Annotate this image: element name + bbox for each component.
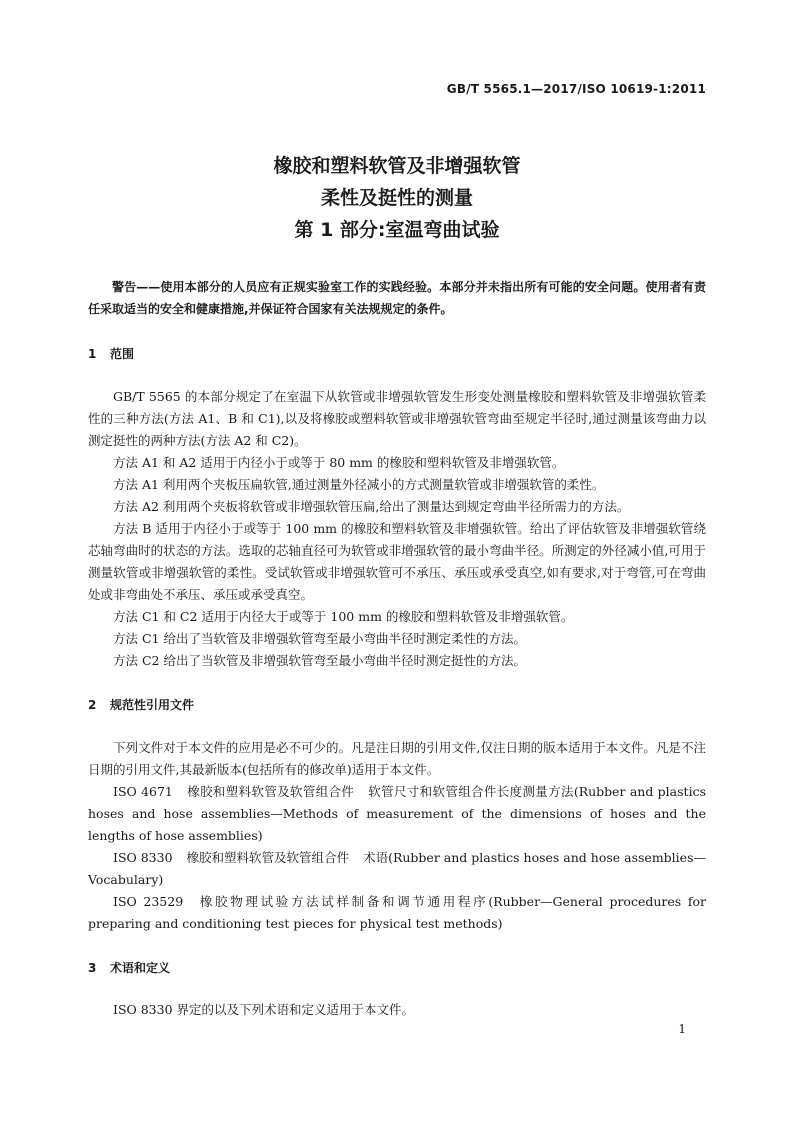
section-1-paragraph: 方法 C1 给出了当软管及非增强软管弯至最小弯曲半径时测定柔性的方法。 [113, 631, 526, 646]
reference-item [88, 847, 706, 891]
section-1-paragraph: 方法 A1 利用两个夹板压扁软管,通过测量外径减小的方式测量软管或非增强软管的柔性。 [113, 477, 605, 492]
section-2-title: 规范性引用文件 [110, 698, 195, 712]
reference-item [88, 891, 706, 935]
section-2-heading [88, 694, 706, 716]
document-title [0, 150, 794, 246]
section-1 [88, 343, 706, 365]
section-1-number: 1 [88, 347, 97, 361]
reference-cn-title: 橡胶和塑料软管及软管组合件 [186, 850, 350, 865]
section-1-paragraph: GB/T 5565 的本部分规定了在室温下从软管或非增强软管发生形变处测量橡胶和塑料软管及非增强软管柔性的三种方法(方法 A1、B 和 C1),以及将橡胶或塑料软管或非增强软管弯曲至规定半径时,通过测量该弯曲力以测定挺性的两种方法(方法 A2 和 C2)。 [88, 389, 706, 448]
reference-detail: 术语(Rubber and plastics hoses and hose assemblies—Vocabulary) [88, 850, 706, 887]
section-2-number: 2 [88, 698, 97, 712]
standard-code: GB/T 5565.1—2017/ISO 10619-1:2011 [446, 82, 706, 96]
warning-text: 警告——使用本部分的人员应有正规实验室工作的实践经验。本部分并未指出所有可能的安全问题。使用者有责任采取适当的安全和健康措施,并保证符合国家有关法规规定的条件。 [88, 280, 706, 316]
section-2-intro: 下列文件对于本文件的应用是必不可少的。凡是注日期的引用文件,仅注日期的版本适用于本文件。凡是不注日期的引用文件,其最新版本(包括所有的修改单)适用于本文件。 [88, 740, 706, 777]
section-1-paragraph: 方法 B 适用于内径小于或等于 100 mm 的橡胶和塑料软管及非增强软管。给出了评估软管及非增强软管绕芯轴弯曲时的状态的方法。选取的芯轴直径可为软管或非增强软管的最小弯曲半径。所测定的外径减小值,可用于测量软管或非增强软管的柔性。受试软管或非增强软管可不承压、承压或承受真空,如有要求,对于弯管,可在弯曲处或非弯曲处不承压、承压或承受真空。 [88, 521, 706, 602]
section-1-paragraph: 方法 C1 和 C2 适用于内径大于或等于 100 mm 的橡胶和塑料软管及非增强软管。 [113, 609, 574, 624]
section-3-title: 术语和定义 [110, 961, 171, 975]
section-2-body [88, 737, 706, 935]
reference-detail: (Rubber—General procedures for preparing and conditioning test pieces for physical test methods) [88, 894, 706, 931]
section-3-heading [88, 957, 706, 979]
section-1-paragraph: 方法 A1 和 A2 适用于内径小于或等于 80 mm 的橡胶和塑料软管及非增强软管。 [113, 455, 565, 470]
section-3-body [88, 999, 706, 1021]
section-1-paragraph: 方法 C2 给出了当软管及非增强软管弯至最小弯曲半径时测定挺性的方法。 [113, 653, 526, 668]
reference-cn-title: 橡胶物理试验方法试样制备和调节通用程序 [197, 894, 489, 909]
section-3-intro: ISO 8330 界定的以及下列术语和定义适用于本文件。 [113, 1002, 415, 1017]
reference-item [88, 781, 706, 847]
page-number: 1 [678, 1022, 686, 1036]
reference-cn-title: 橡胶和塑料软管及软管组合件 [186, 784, 355, 799]
section-1-heading [88, 343, 706, 365]
section-1-body [88, 386, 706, 672]
title-line-3: 第 1 部分:室温弯曲试验 [294, 219, 500, 241]
title-line-1: 橡胶和塑料软管及非增强软管 [273, 155, 521, 177]
section-3 [88, 957, 706, 979]
section-1-paragraph: 方法 A2 利用两个夹板将软管或非增强软管压扁,给出了测量达到规定弯曲半径所需力的方法。 [113, 499, 630, 514]
title-line-2: 柔性及挺性的测量 [320, 187, 473, 209]
reference-code: ISO 4671 [113, 784, 173, 799]
section-3-number: 3 [88, 961, 97, 975]
reference-detail: 软管尺寸和软管组合件长度测量方法(Rubber and plastics hoses and hose assemblies—Methods of measurement of the dimensions of hoses and the lengths of hose assemblies) [88, 784, 706, 843]
reference-code: ISO 8330 [113, 850, 173, 865]
warning-block [88, 276, 706, 320]
reference-code: ISO 23529 [113, 894, 184, 909]
section-2 [88, 694, 706, 716]
section-1-title: 范围 [110, 347, 135, 361]
